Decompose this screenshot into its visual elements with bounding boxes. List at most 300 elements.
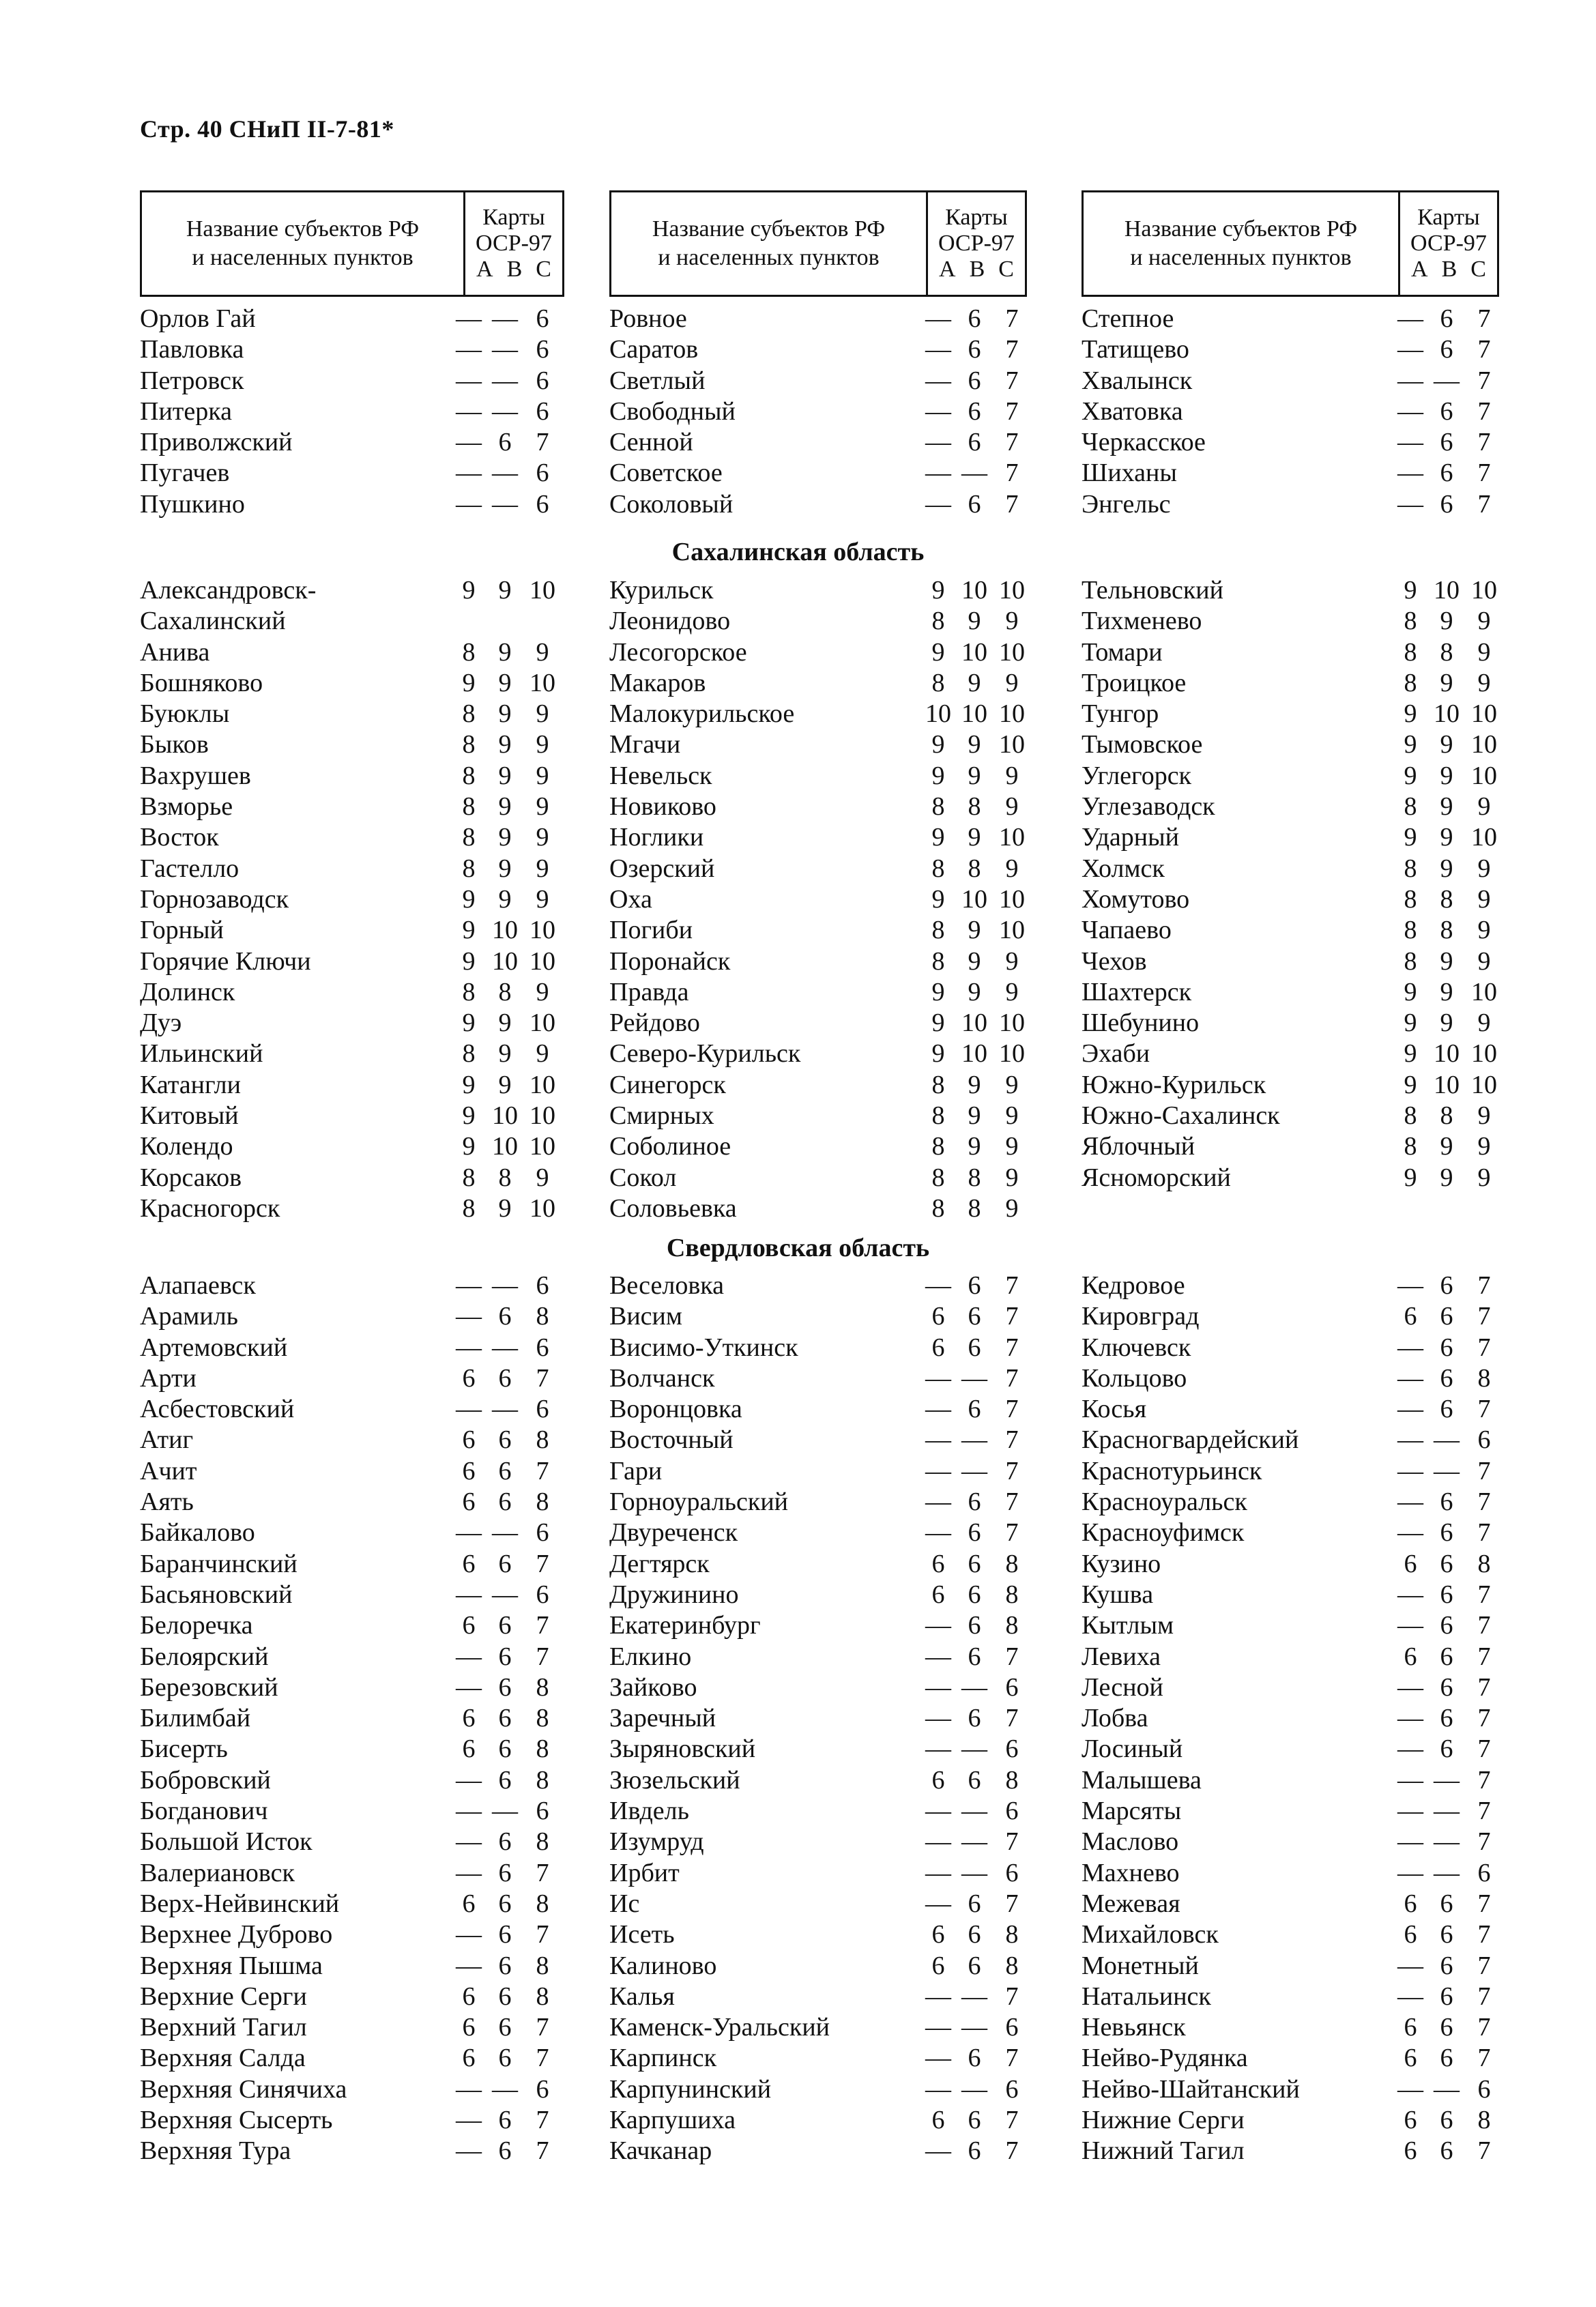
table-row	[609, 637, 1046, 668]
settlement-name: Ис	[609, 1889, 640, 1918]
map-a-value: 6	[931, 1302, 945, 1331]
map-c-value: 6	[1477, 1858, 1491, 1887]
map-b-value: 10	[492, 1101, 518, 1131]
map-b-value: 10	[1434, 576, 1460, 605]
settlement-name: Оха	[609, 884, 652, 914]
settlement-name: Углезаводск	[1082, 792, 1215, 822]
map-c-value: 10	[1471, 730, 1497, 759]
table-row	[609, 1889, 1046, 1919]
map-b-value: 6	[968, 1549, 981, 1578]
map-c-value: 6	[536, 1518, 549, 1548]
table-row	[1082, 1425, 1518, 1455]
table-row	[140, 396, 577, 427]
map-c-value: 7	[1477, 304, 1491, 333]
settlement-name: Левиха	[1082, 1642, 1161, 1671]
map-a-value: —	[456, 304, 482, 333]
table-row	[1082, 1487, 1518, 1518]
table-row	[609, 1858, 1046, 1889]
table-row	[140, 1070, 577, 1101]
map-c-value: 9	[1477, 1132, 1491, 1161]
map-b-value: 10	[1434, 1039, 1460, 1069]
table-row	[609, 1101, 1046, 1131]
settlement-name: Березовский	[140, 1672, 278, 1702]
settlement-name: Дегтярск	[609, 1549, 710, 1578]
map-b-value: 6	[1440, 1735, 1453, 1764]
settlement-name: Верхняя Салда	[140, 2044, 306, 2073]
map-b-value: —	[961, 1363, 987, 1393]
map-c-value: 7	[1477, 1580, 1491, 1609]
map-c-value: 7	[1005, 1333, 1019, 1362]
settlement-name: Чехов	[1082, 946, 1147, 976]
map-a-value: —	[456, 489, 482, 519]
settlement-name: Кедровое	[1082, 1271, 1185, 1300]
map-c-value: 7	[536, 1456, 549, 1485]
settlement-name: Ровное	[609, 304, 687, 333]
map-a-value: 8	[1404, 1132, 1417, 1161]
map-b-value: 9	[498, 792, 512, 822]
map-b-value: 6	[498, 1488, 512, 1517]
settlement-name: Красноуральск	[1082, 1488, 1247, 1517]
map-c-value: 7	[1477, 1920, 1491, 1949]
map-c-value: 9	[536, 1039, 549, 1069]
map-a-value: 8	[462, 699, 476, 729]
settlement-name: Сокол	[609, 1163, 677, 1192]
map-b-value: 6	[1440, 1302, 1453, 1331]
table-row	[1082, 1672, 1518, 1703]
table-row	[1082, 1549, 1518, 1580]
table-row	[609, 606, 1046, 637]
table-row	[609, 1734, 1046, 1765]
table-row	[609, 1301, 1046, 1332]
map-c-value: 8	[1477, 2106, 1491, 2135]
settlement-name: Большой Исток	[140, 1827, 313, 1857]
map-c-value: 9	[1477, 792, 1491, 822]
map-a-value: 8	[1404, 792, 1417, 822]
map-a-value: 8	[1404, 916, 1417, 945]
map-b-value: 8	[968, 1193, 981, 1223]
settlement-name: Пушкино	[140, 489, 245, 519]
table-row	[140, 1163, 577, 1193]
table-row	[140, 489, 577, 520]
table-row	[1082, 458, 1518, 489]
map-b-value: —	[492, 335, 518, 364]
map-a-value: —	[456, 1302, 482, 1331]
table-row	[1082, 304, 1518, 334]
map-a-value: —	[456, 1920, 482, 1949]
table-row	[609, 1951, 1046, 1982]
header-name-cell	[142, 192, 463, 295]
map-c-value: 8	[536, 1951, 549, 1980]
map-b-value: 10	[1434, 1070, 1460, 1099]
map-c-value: 7	[1477, 428, 1491, 457]
map-c-value: 6	[1005, 2013, 1019, 2042]
map-a-value: 9	[931, 884, 945, 914]
settlement-name: Калья	[609, 1982, 675, 2011]
settlement-name: Махнево	[1082, 1858, 1180, 1887]
map-c-value: 7	[536, 1642, 549, 1671]
settlement-name: Вахрушев	[140, 761, 251, 790]
settlement-name: Горячие Ключи	[140, 946, 311, 976]
map-c-value: 10	[529, 1101, 555, 1131]
settlement-name: Богданович	[140, 1797, 268, 1826]
map-a-value: —	[925, 1672, 951, 1702]
settlement-name: Павловка	[140, 335, 244, 364]
map-c-value: 10	[1471, 1039, 1497, 1069]
settlement-name: Леонидово	[609, 607, 731, 636]
map-b-value: 9	[968, 1132, 981, 1161]
map-a-value: —	[925, 1611, 951, 1640]
table-row	[140, 1456, 577, 1487]
map-a-value: 9	[462, 1101, 476, 1131]
map-c-value: 6	[1005, 2074, 1019, 2104]
settlement-name: Верхнее Дуброво	[140, 1920, 333, 1949]
map-b-value: 6	[1440, 2044, 1453, 2073]
map-a-value: —	[1397, 459, 1423, 488]
table-row	[1082, 1610, 1518, 1641]
table-row	[609, 915, 1046, 946]
map-a-value: —	[925, 2044, 951, 2073]
settlement-name: Верхняя Пышма	[140, 1951, 323, 1980]
map-a-value: —	[456, 459, 482, 488]
header-name-line1: Название субъектов РФ	[652, 216, 886, 242]
map-c-value: 7	[1477, 396, 1491, 426]
map-c-value: 10	[1471, 699, 1497, 729]
table-row	[609, 1333, 1046, 1363]
settlement-name: Натальинск	[1082, 1982, 1211, 2011]
settlement-name: Катангли	[140, 1070, 241, 1099]
header-name-line1: Название субъектов РФ	[1124, 216, 1358, 242]
map-b-value: 6	[498, 1363, 512, 1393]
table-row	[609, 1070, 1046, 1101]
settlement-name: Атиг	[140, 1425, 194, 1455]
table-row	[609, 854, 1046, 884]
map-c-value: 7	[1477, 366, 1491, 395]
table-row	[609, 334, 1046, 365]
table-row	[609, 822, 1046, 853]
table-row	[140, 1889, 577, 1919]
map-a-value: 6	[931, 1920, 945, 1949]
table-row	[140, 2074, 577, 2105]
settlement-name: Хватовка	[1082, 396, 1183, 426]
table-row	[609, 304, 1046, 334]
map-a-value: 9	[1404, 823, 1417, 852]
map-a-value: 6	[1404, 1549, 1417, 1578]
map-a-value: —	[1397, 304, 1423, 333]
table-row	[1082, 2043, 1518, 2074]
map-c-value: 6	[536, 489, 549, 519]
map-c-value: 9	[1477, 1101, 1491, 1131]
settlement-name: Марсяты	[1082, 1797, 1182, 1826]
map-a-value: 9	[462, 668, 476, 697]
map-c-value: 7	[1005, 1518, 1019, 1548]
settlement-name: Ильинский	[140, 1039, 263, 1069]
map-a-value: 6	[1404, 1302, 1417, 1331]
map-a-value: —	[1397, 1580, 1423, 1609]
map-b-value: 6	[968, 1920, 981, 1949]
settlement-name: Зайково	[609, 1672, 697, 1702]
settlement-name: Соболиное	[609, 1132, 731, 1161]
map-c-value: 7	[1477, 1827, 1491, 1857]
settlement-name: Кольцово	[1082, 1363, 1187, 1393]
settlement-name: Буюклы	[140, 699, 230, 729]
table-row	[140, 637, 577, 668]
settlement-name: Байкалово	[140, 1518, 255, 1548]
map-a-value: 8	[931, 1163, 945, 1192]
map-a-value: —	[456, 1518, 482, 1548]
table-row	[140, 1487, 577, 1518]
header-map-cell	[1398, 192, 1497, 295]
map-a-value: 6	[931, 1951, 945, 1980]
map-b-value: 10	[961, 1039, 987, 1069]
map-a-value: 8	[1404, 946, 1417, 976]
table-row	[1082, 2136, 1518, 2166]
map-b-value: 6	[1440, 396, 1453, 426]
table-row	[609, 1518, 1046, 1548]
map-b-value: 6	[498, 1982, 512, 2011]
table-row	[609, 946, 1046, 977]
map-a-value: 8	[1404, 854, 1417, 883]
map-c-value: 7	[1477, 1889, 1491, 1918]
map-a-value: 8	[931, 792, 945, 822]
map-b-value: 6	[1440, 1549, 1453, 1578]
settlement-name: Яблочный	[1082, 1132, 1195, 1161]
map-a-value: —	[925, 459, 951, 488]
table-row	[609, 1193, 1046, 1224]
table-row	[140, 1363, 577, 1394]
map-a-value: 6	[931, 1580, 945, 1609]
map-a-value: 10	[925, 699, 951, 729]
map-c-value: 7	[1477, 1642, 1491, 1671]
table-row	[609, 977, 1046, 1008]
settlement-name: Лесной	[1082, 1672, 1163, 1702]
map-a-value: —	[456, 1827, 482, 1857]
map-b-value: 6	[1440, 335, 1453, 364]
settlement-name: Хвалынск	[1082, 366, 1193, 395]
table-row	[1082, 637, 1518, 668]
table-row	[140, 575, 577, 606]
map-b-value: —	[492, 1333, 518, 1362]
map-b-value: —	[492, 1395, 518, 1424]
map-b-value: 6	[498, 1302, 512, 1331]
map-a-value: —	[1397, 1982, 1423, 2011]
map-b-value: 6	[498, 2013, 512, 2042]
map-c-value: 7	[536, 1920, 549, 1949]
settlement-name: Карпинск	[609, 2044, 717, 2073]
map-c-value: 6	[1005, 1797, 1019, 1826]
map-b-value: 6	[1440, 1271, 1453, 1300]
map-a-value: 9	[1404, 1070, 1417, 1099]
table-row	[140, 1982, 577, 2012]
table-row	[140, 304, 577, 334]
map-b-value: 10	[961, 1009, 987, 1038]
settlement-name: Косья	[1082, 1395, 1147, 1424]
table-header-col3	[1082, 190, 1499, 297]
map-c-value: 7	[1005, 335, 1019, 364]
table-row	[140, 822, 577, 853]
settlement-name: Тунгор	[1082, 699, 1159, 729]
map-c-value: 10	[999, 916, 1025, 945]
map-b-value: 6	[1440, 1642, 1453, 1671]
map-a-value: —	[925, 489, 951, 519]
table-row	[609, 1796, 1046, 1827]
section-column	[1082, 1271, 1518, 2167]
map-a-value: —	[925, 1425, 951, 1455]
map-c-value: 7	[536, 1549, 549, 1578]
table-row	[1082, 334, 1518, 365]
map-a-value: 9	[931, 576, 945, 605]
map-b-value: 6	[968, 1765, 981, 1795]
map-b-value: 9	[498, 730, 512, 759]
map-c-value: 8	[1005, 1580, 1019, 1609]
map-b-value: 6	[1440, 1889, 1453, 1918]
map-b-value: 6	[498, 1765, 512, 1795]
table-row	[140, 1642, 577, 1672]
map-a-value: 8	[1404, 1101, 1417, 1131]
map-c-value: 9	[536, 884, 549, 914]
settlement-name: Кушва	[1082, 1580, 1154, 1609]
map-a-value: —	[1397, 1672, 1423, 1702]
settlement-name: Троицкое	[1082, 668, 1187, 697]
map-a-value: 6	[931, 1765, 945, 1795]
table-row	[609, 1271, 1046, 1301]
map-c-value: 8	[1005, 1611, 1019, 1640]
table-row	[140, 729, 577, 760]
map-c-value: 7	[1005, 2106, 1019, 2135]
map-a-value: 8	[462, 1163, 476, 1192]
map-a-value: —	[456, 1333, 482, 1362]
map-a-value: —	[925, 366, 951, 395]
map-a-value: 8	[462, 823, 476, 852]
map-a-value: 8	[931, 1193, 945, 1223]
map-a-value: 8	[462, 792, 476, 822]
map-c-value: 7	[1477, 1333, 1491, 1362]
table-row	[140, 1333, 577, 1363]
header-name-line2: и населенных пунктов	[192, 245, 413, 270]
table-row	[1082, 699, 1518, 729]
settlement-name: Соколовый	[609, 489, 734, 519]
map-a-value: 9	[1404, 699, 1417, 729]
map-a-value: —	[456, 2074, 482, 2104]
map-b-value: 9	[1440, 823, 1453, 852]
map-b-value: 9	[1440, 792, 1453, 822]
map-c-value: 6	[536, 459, 549, 488]
table-row	[1082, 2105, 1518, 2136]
table-row	[1082, 1394, 1518, 1425]
map-c-value: 7	[1477, 1395, 1491, 1424]
map-b-value: 6	[968, 366, 981, 395]
settlement-name: Горнозаводск	[140, 884, 289, 914]
table-row	[1082, 1333, 1518, 1363]
map-b-value: 10	[961, 884, 987, 914]
settlement-name: Приволжский	[140, 428, 293, 457]
table-row	[609, 1703, 1046, 1734]
map-c-value: 7	[1005, 489, 1019, 519]
map-a-value: 6	[462, 2013, 476, 2042]
map-b-value: 6	[968, 2106, 981, 2135]
map-a-value: —	[925, 1827, 951, 1857]
table-row	[1082, 606, 1518, 637]
map-a-value: 6	[462, 1889, 476, 1918]
settlement-name: Тымовское	[1082, 730, 1203, 759]
map-a-value: 6	[1404, 2013, 1417, 2042]
table-row	[609, 1394, 1046, 1425]
map-c-value: 9	[536, 823, 549, 852]
map-a-value: 8	[931, 1070, 945, 1099]
map-a-value: —	[1397, 366, 1423, 395]
settlement-name: Верхний Тагил	[140, 2013, 307, 2042]
table-row	[140, 1131, 577, 1162]
map-c-value: 9	[1477, 884, 1491, 914]
settlement-name: Новиково	[609, 792, 716, 822]
settlement-name: Екатеринбург	[609, 1611, 761, 1640]
map-b-value: 6	[1440, 2106, 1453, 2135]
map-c-value: 10	[999, 637, 1025, 667]
settlement-name: Макаров	[609, 668, 706, 697]
settlement-name: Кытлым	[1082, 1611, 1174, 1640]
map-b-value: 6	[498, 1642, 512, 1671]
map-b-value: 6	[498, 1704, 512, 1733]
map-b-value: 9	[968, 607, 981, 636]
map-a-value: —	[1397, 1363, 1423, 1393]
map-b-value: —	[961, 1858, 987, 1887]
settlement-name: Орлов Гай	[140, 304, 256, 333]
table-row	[140, 606, 577, 637]
map-c-value: 7	[1005, 1889, 1019, 1918]
map-a-value: —	[456, 1271, 482, 1300]
settlement-name: Веселовка	[609, 1271, 725, 1300]
settlement-name: Нижние Серги	[1082, 2106, 1245, 2135]
map-a-value: 9	[931, 1009, 945, 1038]
settlement-name: Рейдово	[609, 1009, 700, 1038]
map-b-value: 8	[1440, 637, 1453, 667]
settlement-name: Висим	[609, 1302, 682, 1331]
map-b-value: 6	[1440, 1672, 1453, 1702]
section-column	[609, 575, 1046, 1224]
map-b-value: 6	[968, 1704, 981, 1733]
settlement-name: Ясноморский	[1082, 1163, 1231, 1192]
map-c-value: 10	[1471, 761, 1497, 790]
settlement-name: Пугачев	[140, 459, 230, 488]
map-a-value: —	[1397, 1765, 1423, 1795]
table-row	[140, 915, 577, 946]
settlement-name: Быков	[140, 730, 209, 759]
map-c-value: 7	[1005, 304, 1019, 333]
map-c-value: 7	[1005, 1642, 1019, 1671]
map-c-value: 6	[1477, 2074, 1491, 2104]
header-map-line1: Карты	[1417, 205, 1480, 230]
map-a-value: —	[925, 1518, 951, 1548]
map-a-value: —	[925, 1982, 951, 2011]
settlement-name: Ивдель	[609, 1797, 689, 1826]
map-b-value: 6	[498, 1858, 512, 1887]
map-c-value: 7	[1005, 1456, 1019, 1485]
map-a-value: 9	[1404, 576, 1417, 605]
map-a-value: 8	[462, 730, 476, 759]
map-a-value: 9	[1404, 730, 1417, 759]
map-c-value: 9	[1477, 637, 1491, 667]
map-a-value: 8	[462, 854, 476, 883]
settlement-name: Гастелло	[140, 854, 240, 883]
settlement-name: Южно-Сахалинск	[1082, 1101, 1280, 1131]
header-col-b: В	[969, 257, 985, 282]
table-row	[1082, 1518, 1518, 1548]
map-b-value: —	[1434, 2074, 1460, 2104]
table-row	[140, 946, 577, 977]
settlement-name: Углегорск	[1082, 761, 1192, 790]
map-c-value: 8	[1477, 1549, 1491, 1578]
table-row	[140, 1734, 577, 1765]
map-c-value: 7	[1005, 1395, 1019, 1424]
